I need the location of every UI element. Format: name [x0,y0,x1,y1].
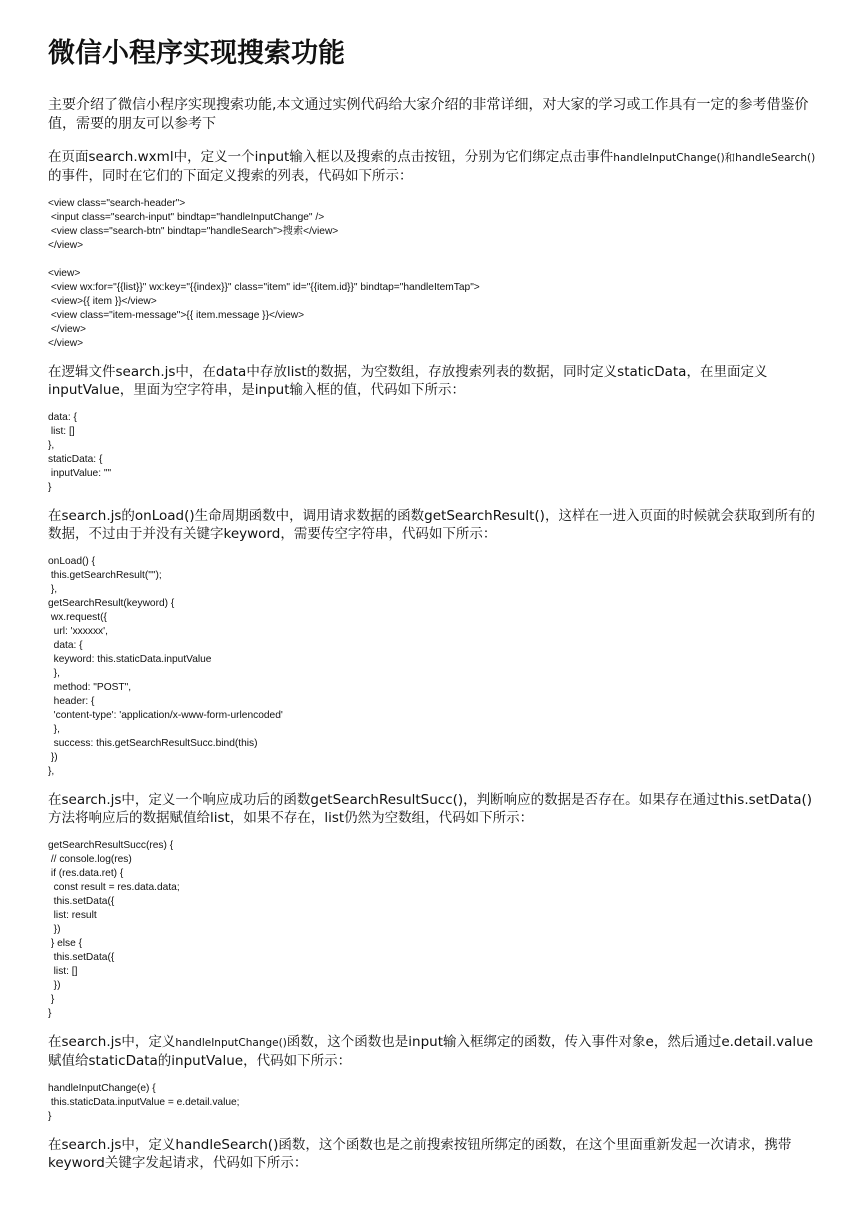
paragraph-wxml: 在页面search.wxml中，定义一个input输入框以及搜索的点击按钮，分别为它们绑定点击事件handleInputChange()和handleSearch()的事件，同时在它们的下面定义搜索的列表，代码如下所示： [48,149,816,184]
paragraph-search: 在search.js中，定义handleSearch()函数，这个函数也是之前搜索按钮所绑定的函数，在这个里面重新发起一次请求，携带keyword关键字发起请求，代码如下所示： [48,1137,792,1171]
paragraph-succ: 在search.js中，定义一个响应成功后的函数getSearchResultSucc()，判断响应的数据是否存在。如果存在通过this.setData()方法将响应后的数据赋值给list，如果不存在，list仍然为空数组，代码如下所示： [48,792,813,826]
paragraph-data: 在逻辑文件search.js中，在data中存放list的数据，为空数组，存放搜索列表的数据，同时定义staticData，在里面定义inputValue，里面为空字符串，是input输入框的值，代码如下所示： [48,364,768,398]
code-block-wxml: <view class="search-header"> <input class="search-input" bindtap="handleInputChange" /> <view class="search-btn" bindtap="handleSearch">搜索</view> </view> <view> <view wx:for="{{list}}" wx:key="{{index}}" class="item" id="{{item.id}}" bindtap="handleItemTap"> <view>{{ item }}</view> <view class="item-message">{{ item.message }}</view> </view> </view> [48,198,480,349]
code-block-data: data: { list: [] }, staticData: { inputValue: "" } [48,412,112,493]
article-intro: 主要介绍了微信小程序实现搜索功能,本文通过实例代码给大家介绍的非常详细，对大家的学习或工作具有一定的参考借鉴价值，需要的朋友可以参考下 [48,97,809,132]
article [48,34,818,1184]
article-title: 微信小程序实现搜索功能 [48,38,345,69]
code-block-onload: onLoad() { this.getSearchResult(""); }, getSearchResult(keyword) { wx.request({ url: 'xxxxxx', data: { keyword: this.staticData.inputValue }, method: "POST", header: { 'content-type': 'application/x-www-form-urlencoded' }, success: this.getSearchResultSucc.bind(this) }) }, [48,556,283,777]
code-block-succ: getSearchResultSucc(res) { // console.log(res) if (res.data.ret) { const result = res.data.data; this.setData({ list: result }) } else { this.setData({ list: [] }) } } [48,840,180,1019]
paragraph-input-change: 在search.js中，定义handleInputChange()函数，这个函数也是input输入框绑定的函数，传入事件对象e，然后通过e.detail.value赋值给staticData的inputValue，代码如下所示： [48,1034,814,1069]
paragraph-onload: 在search.js的onLoad()生命周期函数中，调用请求数据的函数getSearchResult()，这样在一进入页面的时候就会获取到所有的数据，不过由于并没有关键字keyword，需要传空字符串，代码如下所示： [48,508,815,542]
code-block-input-change: handleInputChange(e) { this.staticData.inputValue = e.detail.value; } [48,1083,240,1122]
